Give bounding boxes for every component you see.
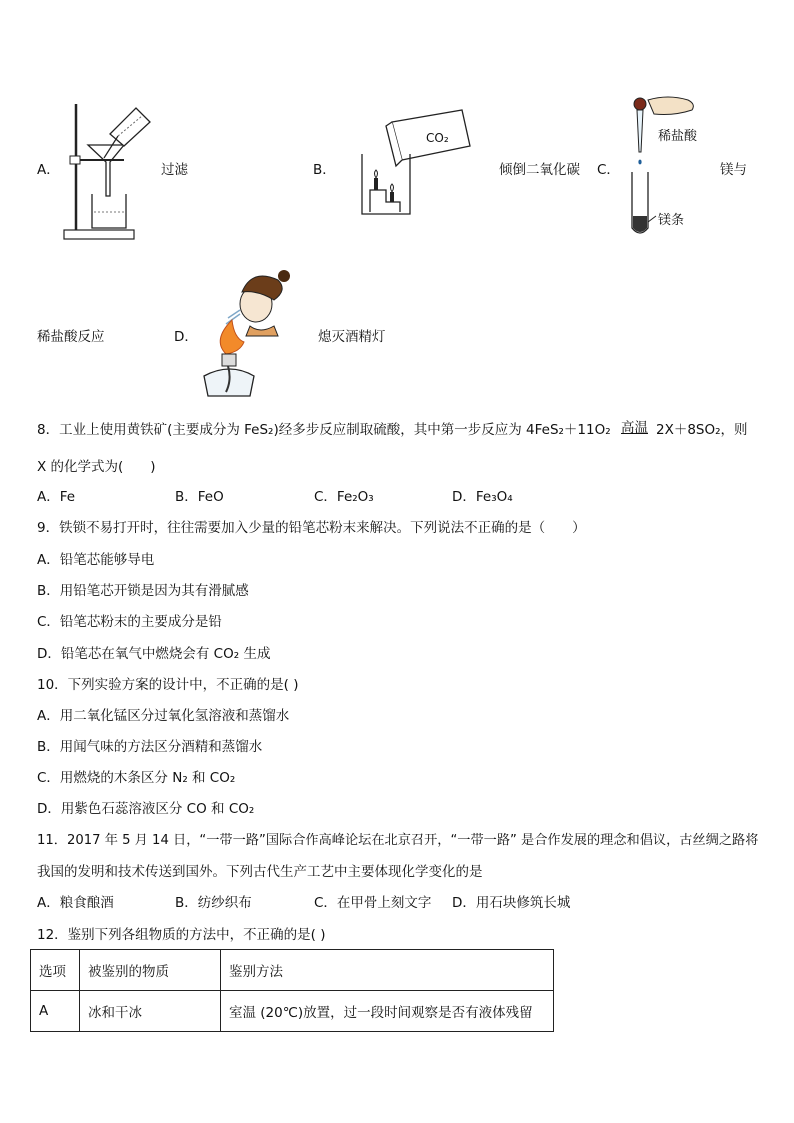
q11-stem-line2: 我国的发明和技术传送到国外。下列古代生产工艺中主要体现化学变化的是 [37, 864, 483, 880]
row-a-substances: 冰和干冰 [80, 991, 221, 1032]
q9-stem: 9．铁锁不易打开时，往往需要加入少量的铅笔芯粉末来解决。下列说法不正确的是（ ） [37, 520, 586, 536]
q12-stem: 12．鉴别下列各组物质的方法中，不正确的是( ) [37, 927, 326, 943]
q10-option-d: D．用紫色石蕊溶液区分 CO 和 CO₂ [37, 801, 255, 817]
q8-option-a: A．Fe [37, 489, 76, 505]
q8-option-d: D．Fe₃O₄ [452, 489, 513, 505]
q8-option-c: C．Fe₂O₃ [314, 489, 374, 505]
q7-option-d-text: 熄灭酒精灯 [318, 329, 386, 345]
q7-option-b-text: 倾倒二氧化碳 [499, 162, 580, 178]
row-a-option: A [31, 991, 80, 1032]
row-a-method: 室温 (20℃)放置，过一段时间观察是否有液体残留 [221, 991, 554, 1032]
q9-option-d: D．铅笔芯在氧气中燃烧会有 CO₂ 生成 [37, 646, 271, 662]
dilute-hcl-label: 稀盐酸 [658, 129, 698, 144]
q11-option-b: B．纺纱织布 [175, 895, 252, 911]
header-substances: 被鉴别的物质 [80, 950, 221, 991]
q10-option-c: C．用燃烧的木条区分 N₂ 和 CO₂ [37, 770, 236, 786]
q7-option-d-letter: D． [174, 329, 198, 345]
q7-option-b-letter: B． [313, 162, 336, 178]
q11-option-a: A．粮食酿酒 [37, 895, 114, 911]
q9-option-b: B．用铅笔芯开锁是因为其有滑腻感 [37, 583, 249, 599]
q8-stem-part-b: 2X＋8SO₂，则 [656, 422, 748, 438]
q10-option-a: A．用二氧化锰区分过氧化氢溶液和蒸馏水 [37, 708, 290, 724]
q11-stem-line1: 11．2017 年 5 月 14 日，“一带一路”国际合作高峰论坛在北京召开，“一带一路” 是合作发展的理念和倡议，古丝绸之路将 [37, 833, 759, 848]
q7-option-a-text: 过滤 [161, 162, 188, 178]
magnesium-acid-figure [618, 92, 718, 238]
filtration-apparatus-figure [58, 100, 158, 242]
q7-option-a-letter: A． [37, 162, 60, 178]
q8-stem-part-a: 8．工业上使用黄铁矿(主要成分为 FeS₂)经多步反应制取硫酸，其中第一步反应为 4FeS₂＋11O₂ [37, 422, 611, 438]
q9-option-a: A．铅笔芯能够导电 [37, 552, 155, 568]
q10-option-b: B．用闻气味的方法区分酒精和蒸馏水 [37, 739, 263, 755]
q11-option-d: D．用石块修筑长城 [452, 895, 571, 911]
q10-stem: 10．下列实验方案的设计中，不正确的是( ) [37, 677, 299, 693]
pouring-co2-figure [356, 106, 476, 220]
q12-table [30, 949, 554, 1032]
header-option: 选项 [31, 950, 80, 991]
q7-option-c-letter: C． [597, 162, 620, 178]
q8-reaction-condition: 高温 [621, 420, 648, 436]
q11-option-c: C．在甲骨上刻文字 [314, 895, 432, 911]
table-header-row [31, 950, 554, 991]
q7-option-c-text: 镁与 [720, 162, 747, 178]
co2-label: CO₂ [426, 131, 449, 145]
magnesium-strip-label: 镁条 [658, 213, 685, 228]
table-row [31, 991, 554, 1032]
q8-stem-line2: X 的化学式为( ) [37, 459, 156, 475]
q8-option-b: B．FeO [175, 489, 224, 505]
extinguish-alcohol-lamp-figure [198, 266, 298, 400]
q9-option-c: C．铅笔芯粉末的主要成分是铅 [37, 614, 222, 630]
header-method: 鉴别方法 [221, 950, 554, 991]
q7-option-c-text-continued: 稀盐酸反应 [37, 329, 105, 345]
